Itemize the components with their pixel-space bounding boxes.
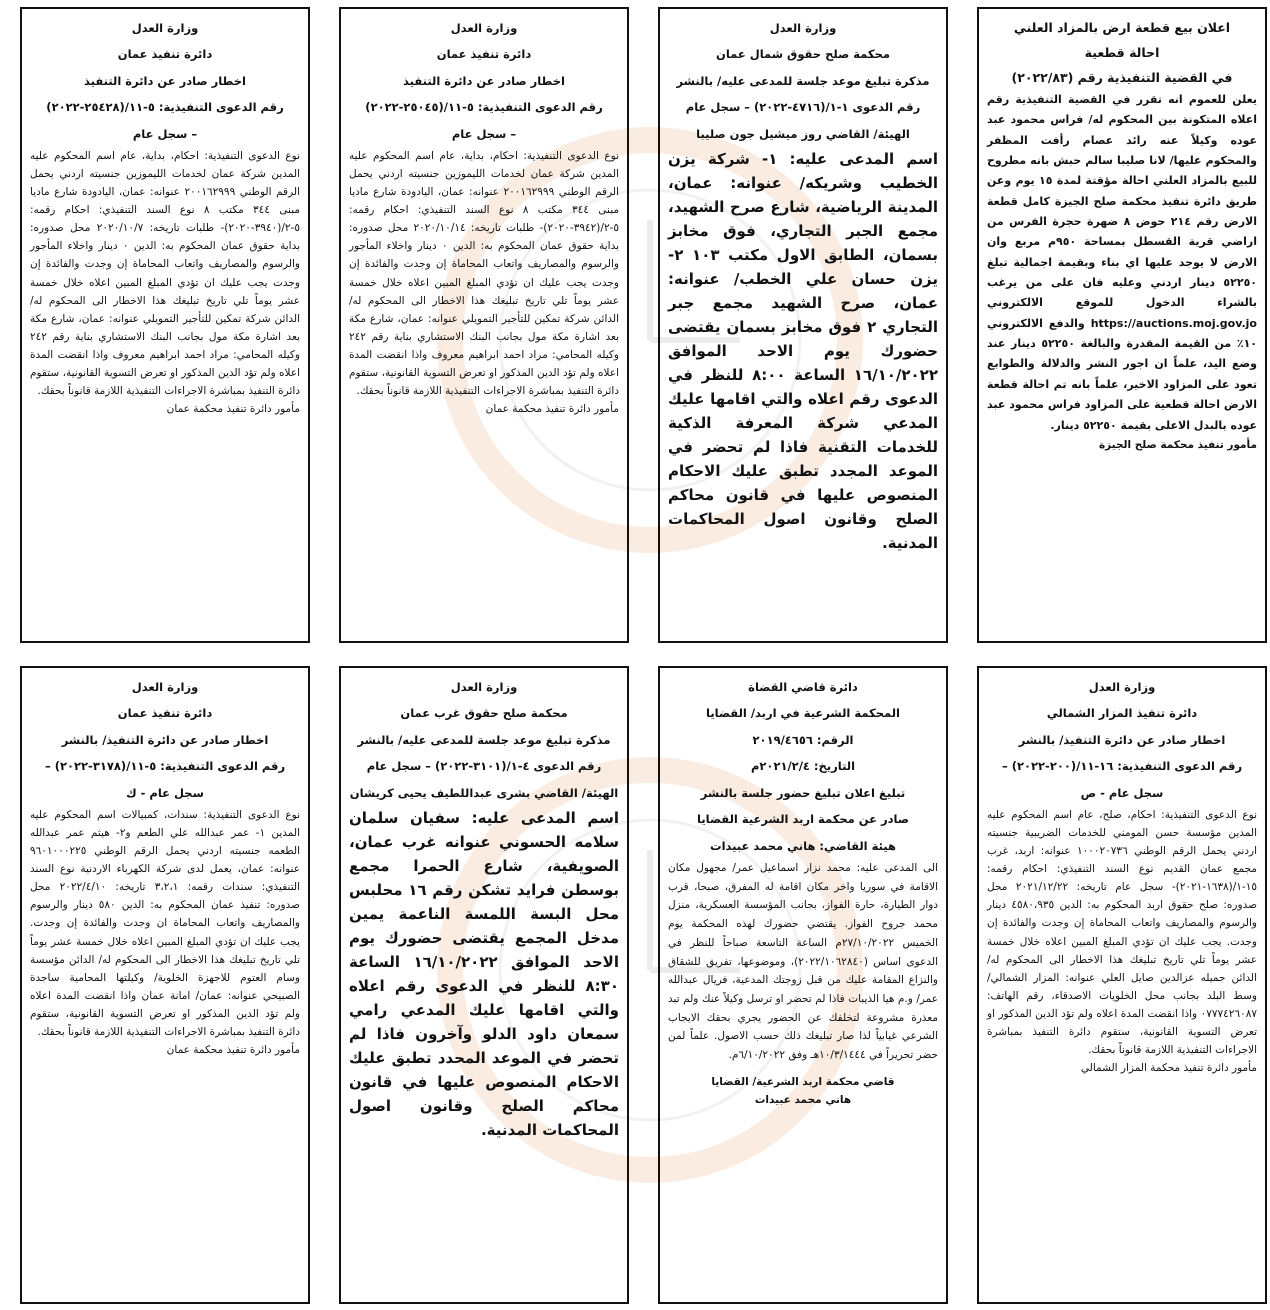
notice-body: نوع الدعوى التنفيذية: احكام، بداية، عام اسم المحكوم عليه المدين شركة عمان لخدمات الليموزين جنسيته اردني يحمل الرقم الوطني ٢٠٠١٦٢٩٩٩ عنوانه: عمان، اليادودة شارع ماديا مبنى ٣٤٤ مكتب ٨ نوع السند التنفيذي: احكام رقمه: ٥-٢/(٣٩٤٢-٢٠٢٠)- طلبات تاريخه: ٢٠٢٠/١٠/١٤ محل صدوره: بداية حقوق عمان المحكوم به: الدين ٠ دينار واخلاء المأجور والرسوم والمصاريف واتعاب المحاماة إن وجدت والفائدة إن وجدت يجب عليك ان تؤدي المبلغ المبين اعلاه خلال خمسة عشر يوماً تلي تاريخ تبليغك هذا الاخطار الى المحكوم له/ الدائن شركة تمكين للتأجير التمويلي عنوانه: عمان، شارع مكة بعد اشارة مكة مول بجانب البنك الاستشاري بناية رقم ٢٤٢ وكيله المحامي: مراد احمد ابراهيم معروف واذا انقضت المدة اعلاه ولم تؤد الدين المذكور او تعرض التسوية القانونية، ستقوم دائرة التنفيذ بمباشرة الاجراءات التنفيذية اللازمة قانوناً بحقك. xyxy=(349,150,620,397)
ministry-title: وزارة العدل xyxy=(1088,680,1156,694)
register-type: – سجل عام xyxy=(451,126,517,141)
case-number: رقم الدعوى التنفيذية: ٥-١١/(٢٥٠٤٥-٢٠٢٢) xyxy=(365,100,603,115)
register-type: سجل عام - ك xyxy=(126,785,204,800)
ministry-title: وزارة العدل xyxy=(131,21,199,35)
notice-type: تبليغ اعلان تبليغ حضور جلسة بالنشر xyxy=(700,785,906,800)
notice-body: يعلن للعموم انه تقرر في القضية التنفيذية رقم اعلاه المتكونة بين المحكوم له/ فراس محمود عبد عوده وكيلاً عنه رائد عصام رأفت المظفر والمحكوم عليها/ لانا صليبا سالم حبش بانه مطروح للبيع بالمزاد العلني احالة مؤقتة لمدة ١٥ يوم وعن طريق دائرة تنفيذ محكمة صلح الجيزة كامل قطعة الارض رقم ٢١٤ حوض ٨ ضهرة حجرة الفرس من اراضي قرية القسطل بمساحة ٩٥٠م مربع وان الارض لا يوجد عليها اي بناء وبقيمة اجمالية تبلغ ٥٢٢٥٠ دينار اردني وعليه فان على من يرغب بالشراء الدخول للموقع الالكتروني https://auctions.moj.gov.jo والدفع الالكتروني ١٠٪ من القيمة المقدرة والبالغة ٥٢٢٥٠ دينار عند وضع اليد، علماً ان اجور النشر والدلالة والطوابع تعود على المزاود الاخير، علماً بانه تم احالة قطعة الارض احالة قطعية على المزاود فراس محمود عبد عوده بالبدل الاعلى بقيمة ٥٢٢٥٠ دينار. xyxy=(987,93,1258,432)
case-number: في القضية التنفيذية رقم (٢٠٢٢/٨٣) xyxy=(1011,70,1233,85)
department-name: دائرة تنفيذ عمان xyxy=(117,47,213,62)
department-name: دائرة تنفيذ عمان xyxy=(436,47,532,62)
notice-date: التاريخ: ٢٠٢١/٢/٤م xyxy=(750,759,856,774)
notice-heading: اعلان بيع قطعة ارض بالمزاد العلني xyxy=(1013,20,1231,35)
notice-west-amman-summons xyxy=(339,666,629,1304)
court-name: محكمة صلح حقوق غرب عمان xyxy=(400,706,568,721)
notice-body: اسم المدعى عليه: ١- شركة يزن الخطيب وشريكه/ عنوانه: عمان، المدينة الرياضية، شارع صرح الشهيد، مجمع الجبر التجاري، فوق مخابز بسمان، الطابق الاول مكتب ١٠٣ ٢- يزن حسان علي الخطب/ عنوانه: عمان، صرح الشهيد مجمع جبر التجاري ٢ فوق مخابز بسمان يقتضى حضورك يوم الاحد الموافق ١٦/١٠/٢٠٢٢ الساعة ٨:٠٠ للنظر في الدعوى رقم اعلاه والتي اقامها عليك المدعي شركة المعرفة الذكية للخدمات التقنية فاذا لم تحضر في الموعد المجدد تطبق عليك الاحكام المنصوص عليها في قانون محاكم الصلح وقانون اصول المحاكمات المدنية. xyxy=(668,150,939,553)
judge-signature-name: هاني محمد عبيدات xyxy=(754,1093,852,1106)
ministry-title: وزارة العدل xyxy=(769,21,837,35)
court-name: المحكمة الشرعية في اربد/ القضايا xyxy=(706,706,900,721)
department-name: دائرة تنفيذ المزار الشمالي xyxy=(1046,706,1198,721)
case-number: رقم الدعوى ١-١/(٤٧١٦-٢٠٢٢) – سجل عام xyxy=(685,100,921,115)
notice-type: اخطار صادر عن دائرة التنفيذ/ بالنشر xyxy=(1018,732,1226,747)
notice-amman-execution-25428 xyxy=(20,7,310,643)
department-title: دائرة قاضي القضاة xyxy=(748,680,858,694)
department-name: دائرة تنفيذ عمان xyxy=(117,706,213,721)
notice-type: اخطار صادر عن دائرة التنفيذ xyxy=(403,73,565,88)
notice-body: نوع الدعوى التنفيذية: احكام، بداية، عام اسم المحكوم عليه المدين شركة عمان لخدمات الليموزين جنسيته اردني يحمل الرقم الوطني ٢٠٠١٦٢٩٩٩ عنوانه: عمان، اليادودة شارع ماديا مبنى ٣٤٤ مكتب ٨ نوع السند التنفيذي: احكام رقمه: ٥-٢/(٣٩٤٠-٢٠٢٠)- طلبات تاريخه: ٢٠٢٠/١٠/٧ محل صدوره: بداية حقوق عمان المحكوم به: الدين ٠ دينار واخلاء المأجور والرسوم والمصاريف واتعاب المحاماة إن وجدت والفائدة إن وجدت يجب عليك ان تؤدي المبلغ المبين اعلاه خلال خمسة عشر يوماً تلي تاريخ تبليغك هذا الاخطار الى المحكوم له/ الدائن شركة تمكين للتأجير التمويلي عنوانه: عمان، شارع مكة بعد اشارة مكة مول بجانب البنك الاستشاري بناية رقم ٢٤٢ وكيله المحامي: مراد احمد ابراهيم معروف واذا انقضت المدة اعلاه ولم تؤد الدين المذكور او تعرض التسوية القانونية، ستقوم دائرة التنفيذ بمباشرة الاجراءات التنفيذية اللازمة قانوناً بحقك. xyxy=(30,150,301,397)
notice-subheading: احالة قطعية xyxy=(1084,45,1160,60)
notice-body: الى المدعى عليه: محمد نزار اسماعيل عمر/ مجهول مكان الاقامة في سوريا واخر مكان اقامة له المفرق، صبحا، قرب دوار الطيارة، حارة الفواز، بجانب المؤسسة العسكرية، منزل محمد جروح الفواز. يقتضي حضورك لهذه المحكمة يوم الخميس ٢٧/١٠/٢٠٢٢م الساعة التاسعة صباحاً للنظر في الدعوى اساس (٢٠٢٢/١٠٦٢٨٤٠)، وموضوعها، تفريق للشقاق والنزاع المقامة عليك من قبل زوجتك المدعية، فريال عبدالله عمر/ و.م هيا الذيبات فاذا لم تحضر او ترسل وكيلاً عنك ولم تبد معذرة مشروعة لتخلفك عن الحضور يجري بحقك الايجاب الشرعي غيابياً لذا صار تبليغك ذلك حسب الاصول. علماً لمن حضر تحريراً في ١٠/٣/١٤٤٤هـ وفق ٦/١٠/٢٠٢٢م. xyxy=(668,862,938,1061)
register-type: سجل عام - ص xyxy=(1080,785,1164,800)
register-type: – سجل عام xyxy=(132,126,198,141)
notice-amman-execution-3178 xyxy=(20,666,310,1304)
reference-number: الرقم: ٢٠١٩/٤٦٥٦ xyxy=(752,732,854,747)
notice-land-auction xyxy=(977,7,1267,643)
court-name: محكمة صلح حقوق شمال عمان xyxy=(716,47,890,62)
case-number: رقم الدعوى ٤-١/(٣١٠١-٢٠٢٢) – سجل عام xyxy=(366,759,602,774)
notice-body: نوع الدعوى التنفيذية: سندات، كمبيالات اسم المحكوم عليه المدين ١- عمر عبدالله علي الطعم و٢- هيثم عمر عبدالله الطعمه جنسيته اردني يحمل الرقم الوطني ٩٦٠١٠٠٠٢٢٥ عنوانه: عمان، يعمل لدى شركة الكهرباء الاردنية نوع السند التنفيذي: سندات رقمه: ٣،٢،١ تاريخه: ٢٠٢٢/٤/١٠ محل صدوره: تنفيذ عمان المحكوم به: الدين ٥٨٠ دينار والرسوم والمصاريف واتعاب المحاماة ان وجدت والفائدة إن وجدت. يجب عليك ان تؤدي المبلغ المبين اعلاه خلال خمسة عشر يوماً تلي تاريخ تبليغك هذا الاخطار الى المحكوم له/ الدائن مؤسسة وسام العتوم للاجهزة الخلوية/ وكيلتها المحامية ساجدة الصبيحي عنوانه: عمان/ امانة عمان واذا انقضت المدة اعلاه ولم تؤد الدين المذكور او تعرض التسوية القانونية، ستقوم دائرة التنفيذ بمباشرة الاجراءات التنفيذية اللازمة قانوناً بحقك. xyxy=(30,809,300,1038)
notice-signature: مأمور تنفيذ محكمة صلح الجيزة xyxy=(1098,438,1257,451)
notice-type: اخطار صادر عن دائرة التنفيذ xyxy=(84,73,246,88)
notice-body: نوع الدعوى التنفيذية: احكام، صلح، عام اسم المحكوم عليه المدين مؤسسة حسن المومني للخدمات الضريبية جنسيته اردني يحمل الرقم الوطني ١٠٠٠٢٠٧٣٦ عنوانه: اربد، غرب مجمع عمان القديم نوع السند التنفيذي: احكام رقمه: ١٥-١/(١٦٣٨-٢٠٢١)- سجل عام تاريخه: ٢٠٢١/١٢/٢٢ محل صدوره: صلح حقوق اربد المحكوم به: الدين ٤٥٨٠،٩٣٥ دينار والرسوم والمصاريف واتعاب المحاماة إن وجدت والفائدة إن وجدت. يجب عليك ان تؤدي المبلغ المبين اعلاه خلال خمسة عشر يوماً تلي تاريخ تبليغك هذا الاخطار الى المحكوم له/ الدائن جميله عزالدين صايل العلي عنوانه: المزار الشمالي/ وسط البلد بجانب محل الخلويات الاصدقاء، رقم الهاتف: ٠٧٧٧٤٢٦٠٨٧ واذا انقضت المدة اعلاه ولم تؤد الدين المذكور او تعرض التسوية القانونية، ستقوم دائرة التنفيذ بمباشرة الاجراءات التنفيذية اللازمة قانوناً بحقك. xyxy=(987,809,1257,1056)
notice-type: مذكرة تبليغ موعد جلسة للمدعى عليه/ بالنشر xyxy=(357,732,611,747)
case-number: رقم الدعوى التنفيذية: ٥-١١/(٣١٧٨-٢٠٢٢) – xyxy=(44,759,286,774)
notice-signature: مأمور دائرة تنفيذ محكمة عمان xyxy=(166,1043,300,1056)
case-number: رقم الدعوى التنفيذية: ١٦-١١/(٢٠٠-٢٠٢٢) – xyxy=(1001,759,1243,774)
notice-signature: مأمور دائرة تنفيذ محكمة المزار الشمالي xyxy=(1080,1061,1257,1074)
notice-amman-execution-25045 xyxy=(339,7,629,643)
judge-panel: الهيئة/ القاضي روز ميشيل جون صليبا xyxy=(696,126,910,141)
ministry-title: وزارة العدل xyxy=(131,680,199,694)
notice-body: اسم المدعى عليه: سفيان سلمان سلامه الحسوني عنوانه غرب عمان، الصويفية، شارع الحمرا مجمع بوسطن فرايد تشكن رقم ١٦ محلبس محل البسة اللمسة الناعمة يمين مدخل المجمع يقتضى حضورك يوم الاحد الموافق ١٦/١٠/٢٠٢٢ الساعة ٨:٣٠ للنظر في الدعوى رقم اعلاه والتي اقامها عليك المدعي رامي سمعان داود الدلو وآخرون فاذا لم تحضر في الموعد المحدد تطبق عليك الاحكام المنصوص عليها في قانون محاكم الصلح وقانون اصول المحاكمات المدنية. xyxy=(349,809,619,1140)
issuer: صادر عن محكمة اربد الشرعية القضايا xyxy=(697,812,909,827)
judge-signature-title: قاضي محكمة اربد الشرعية/ القضايا xyxy=(711,1075,895,1088)
notice-north-amman-summons xyxy=(658,7,948,643)
notice-irbid-sharia-court xyxy=(658,666,948,1304)
case-number: رقم الدعوى التنفيذية: ٥-١١/(٢٥٤٢٨-٢٠٢٢) xyxy=(46,100,284,115)
judge-panel: هيئة القاضي: هاني محمد عبيدات xyxy=(710,838,896,853)
ministry-title: وزارة العدل xyxy=(450,21,518,35)
notice-signature: مأمور دائرة تنفيذ محكمة عمان xyxy=(166,402,300,415)
ministry-title: وزارة العدل xyxy=(450,680,518,694)
notice-mazar-execution xyxy=(977,666,1267,1304)
notice-signature: مأمور دائرة تنفيذ محكمة عمان xyxy=(485,402,619,415)
notice-type: اخطار صادر عن دائرة التنفيذ/ بالنشر xyxy=(61,732,269,747)
notice-type: مذكرة تبليغ موعد جلسة للمدعى عليه/ بالنشر xyxy=(676,73,930,88)
judge-panel: الهيئة/ القاضي بشرى عبداللطيف يحيى كريشان xyxy=(349,785,619,800)
